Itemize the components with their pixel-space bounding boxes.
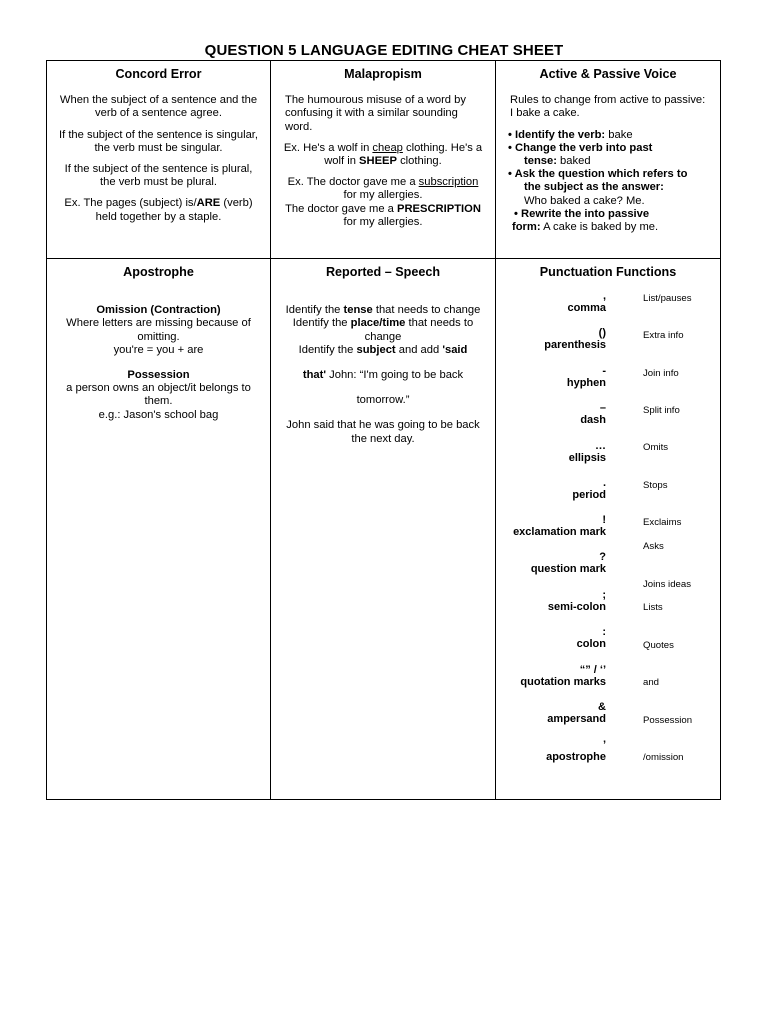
punctuation-function: Join info	[643, 368, 679, 380]
page-title: QUESTION 5 LANGUAGE EDITING CHEAT SHEET	[204, 42, 564, 59]
punctuation-symbol: …	[595, 440, 606, 453]
punctuation-item	[531, 551, 606, 575]
malapropism-definition: The humourous misuse of a word by confusing it with a similar sounding word.	[285, 94, 466, 133]
apostrophe-cell	[47, 259, 271, 800]
punctuation-function: Omits	[643, 442, 669, 454]
punctuation-cell	[496, 259, 721, 800]
cheat-sheet-table	[46, 60, 721, 800]
punctuation-symbol: ,	[602, 290, 606, 303]
punctuation-name: exclamation mark	[513, 526, 606, 539]
punctuation-name: ellipsis	[568, 452, 606, 465]
passive-step: • Identify the verb: bake	[508, 128, 633, 141]
punctuation-item	[547, 701, 606, 725]
passive-step: tense: baked	[524, 155, 591, 168]
punctuation-name: quotation marks	[520, 676, 606, 689]
punctuation-symbol: ()	[598, 327, 606, 340]
reported-example: John said that he was going to be back the next day.	[286, 419, 480, 445]
malapropism-heading: Malapropism	[344, 67, 422, 81]
passive-step: Who baked a cake? Me.	[524, 194, 645, 207]
punctuation-name: comma	[567, 302, 606, 315]
punctuation-symbol: &	[598, 701, 606, 714]
concord-text: If the subject of the sentence is plural, the verb must be plural.	[64, 163, 253, 189]
omission-example: you're = you + are	[113, 343, 204, 356]
punctuation-function: /omission	[643, 752, 684, 764]
reported-speech-cell	[271, 259, 496, 800]
punctuation-item	[513, 514, 606, 538]
punctuation-item	[580, 402, 606, 426]
passive-step: • Ask the question which refers to	[508, 168, 688, 181]
punctuation-name: dash	[580, 414, 606, 427]
punctuation-symbol: :	[602, 626, 606, 639]
punctuation-item	[577, 626, 606, 650]
punctuation-name: apostrophe	[546, 751, 606, 764]
punctuation-list	[496, 279, 720, 799]
malapropism-cell	[271, 61, 496, 259]
active-passive-heading: Active & Passive Voice	[539, 67, 677, 81]
reported-rule: Identify the tense that needs to change Identify the place/time that needs to change	[285, 304, 481, 343]
punctuation-function: Split info	[643, 405, 680, 417]
concord-example: Ex. The pages (subject) is/ARE (verb) held together by a staple.	[64, 197, 253, 223]
punctuation-item	[546, 739, 606, 763]
punctuation-item	[569, 440, 606, 464]
concord-error-cell	[47, 61, 271, 259]
passive-step: • Change the verb into past	[508, 141, 653, 154]
punctuation-heading: Punctuation Functions	[539, 265, 677, 279]
punctuation-symbol: ’	[602, 739, 606, 752]
concord-error-heading: Concord Error	[115, 67, 202, 81]
concord-text: When the subject of a sentence and the verb of a sentence agree.	[59, 94, 258, 120]
punctuation-name: colon	[576, 638, 606, 651]
punctuation-name: period	[572, 489, 606, 502]
passive-step: the subject as the answer:	[524, 181, 664, 194]
omission-text: Where letters are missing because of omitting.	[66, 317, 251, 343]
possession-heading: Possession	[127, 369, 190, 382]
omission-heading: Omission (Contraction)	[96, 304, 221, 317]
concord-text: If the subject of the sentence is singular, the verb must be singular.	[59, 128, 259, 154]
reported-speech-heading: Reported – Speech	[325, 265, 441, 279]
possession-text: a person owns an object/it belongs to them.	[66, 382, 251, 408]
punctuation-function: List/pauses	[643, 293, 692, 305]
punctuation-symbol: ?	[599, 551, 606, 564]
active-passive-intro: Rules to change from active to passive: I bake a cake.	[510, 94, 706, 120]
punctuation-name: question mark	[530, 563, 606, 576]
punctuation-item	[544, 327, 606, 351]
punctuation-symbol: -	[602, 365, 606, 378]
punctuation-function: Possession	[643, 715, 693, 727]
active-passive-cell	[496, 61, 721, 259]
malapropism-example: Ex. He's a wolf in cheap clothing. He's a wolf in SHEEP clothing.	[283, 141, 483, 168]
punctuation-function: and	[643, 677, 660, 689]
possession-example: e.g.: Jason's school bag	[98, 408, 219, 421]
punctuation-item	[572, 477, 606, 501]
punctuation-name: semi-colon	[547, 601, 606, 614]
punctuation-item	[567, 365, 606, 389]
malapropism-example: The doctor gave me a PRESCRIPTION for my allergies.	[285, 202, 481, 228]
reported-rule: Identify the subject and add 'said	[298, 343, 468, 356]
passive-step: • Rewrite the into passive	[514, 207, 650, 220]
malapropism-example: Ex. The doctor gave me a subscription for my allergies.	[287, 176, 479, 202]
passive-step: form: A cake is baked by me.	[512, 221, 659, 234]
reported-example: that' John: “I'm going to be back	[302, 369, 464, 382]
punctuation-symbol: “” / ‘’	[579, 664, 606, 677]
punctuation-function: Quotes	[643, 640, 674, 652]
punctuation-name: parenthesis	[544, 339, 606, 352]
punctuation-symbol: .	[602, 477, 606, 490]
punctuation-item	[548, 589, 606, 613]
punctuation-item	[567, 290, 606, 314]
reported-example: tomorrow.”	[356, 394, 410, 407]
punctuation-function: Asks	[643, 541, 664, 553]
punctuation-name: hyphen	[566, 377, 606, 390]
punctuation-symbol: –	[599, 402, 606, 415]
apostrophe-heading: Apostrophe	[123, 265, 194, 279]
punctuation-function: Lists	[643, 602, 663, 614]
punctuation-symbol: !	[602, 514, 606, 527]
punctuation-function: Extra info	[643, 330, 684, 342]
punctuation-function: Exclaims	[643, 517, 682, 529]
punctuation-item	[520, 664, 606, 688]
punctuation-function: Joins ideas	[643, 579, 691, 591]
punctuation-symbol: ;	[602, 589, 606, 602]
punctuation-name: ampersand	[547, 713, 606, 726]
punctuation-function: Stops	[643, 480, 668, 492]
